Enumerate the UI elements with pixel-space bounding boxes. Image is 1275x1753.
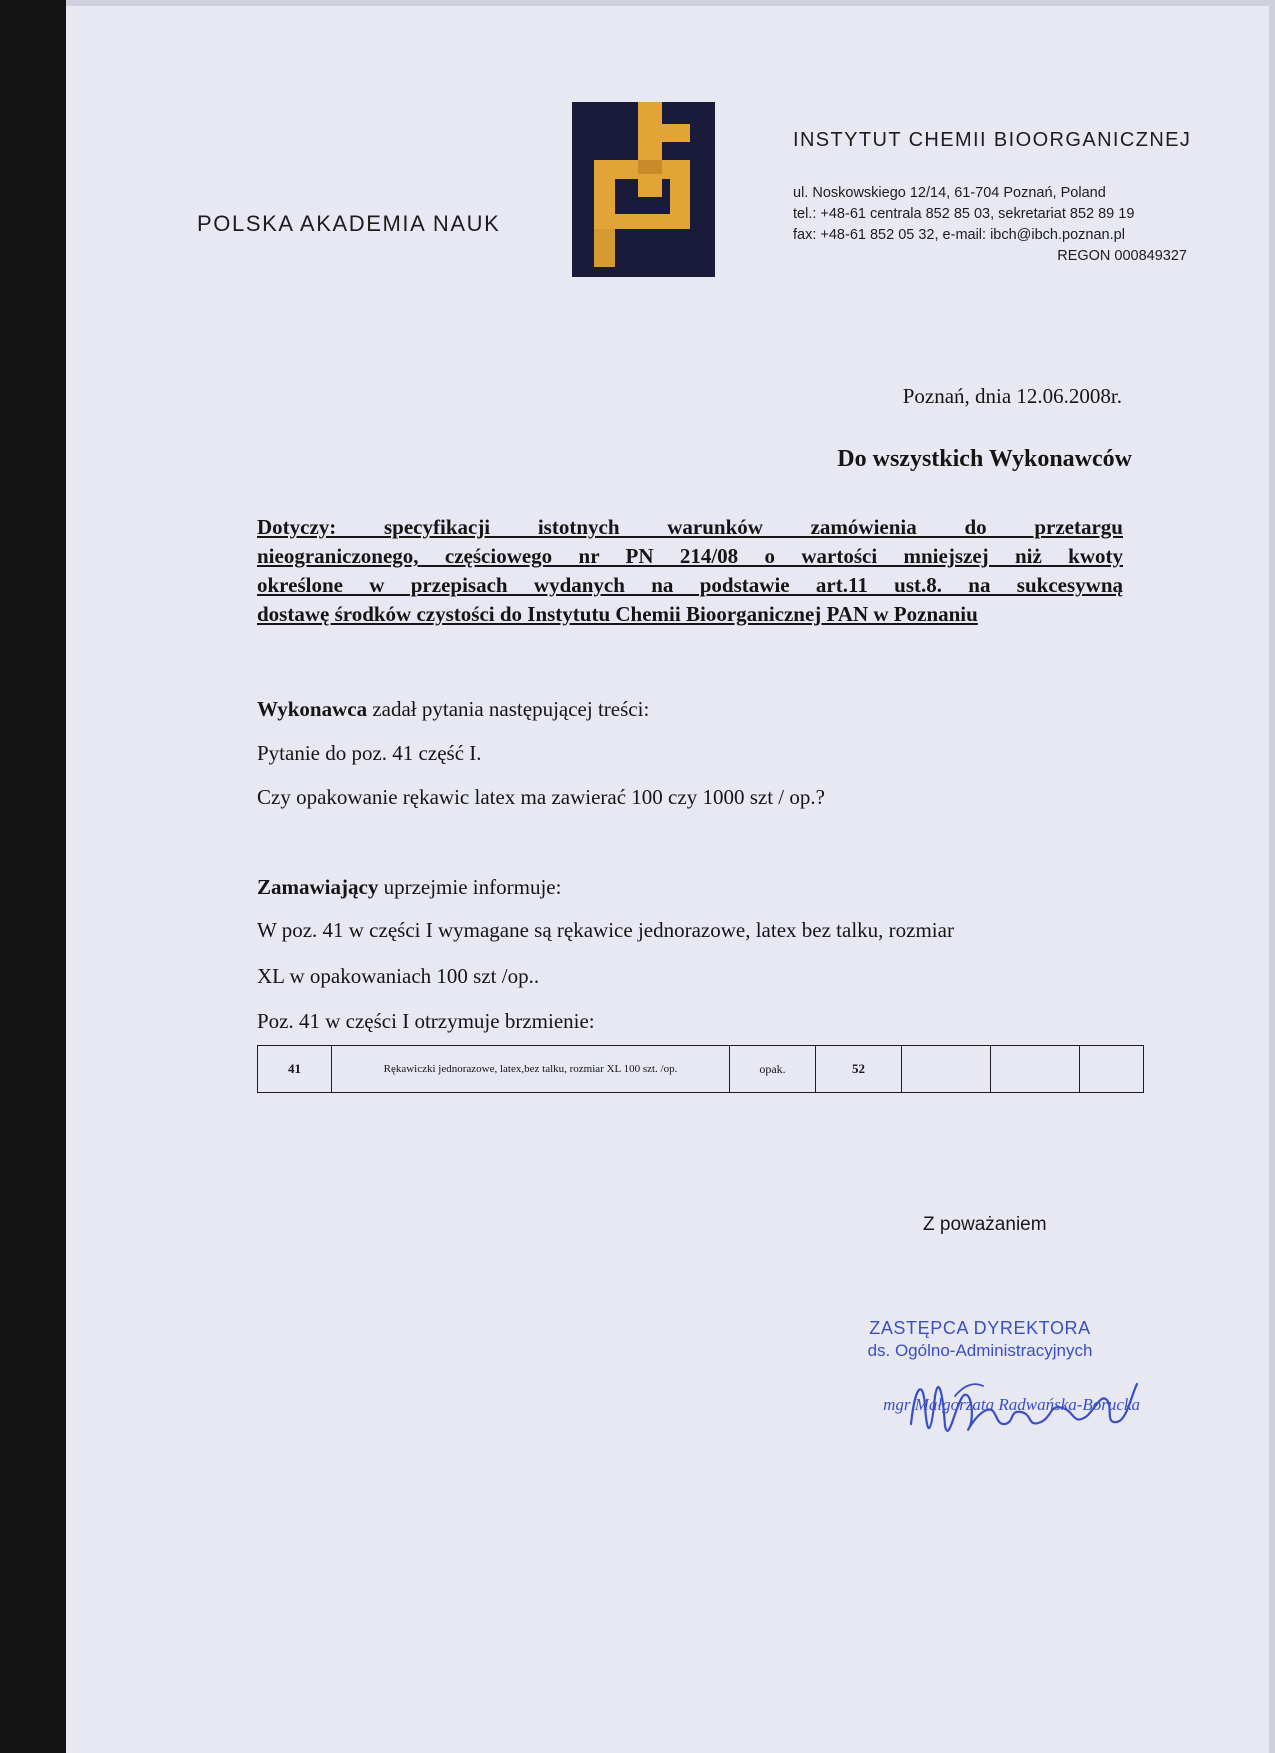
question-reference: Pytanie do poz. 41 część I.: [257, 741, 482, 765]
answer-line: Poz. 41 w części I otrzymuje brzmienie:: [257, 1009, 595, 1033]
scan-right-edge: [1269, 0, 1275, 1753]
letter-date: Poznań, dnia 12.06.2008r.: [902, 384, 1122, 408]
subject-line: dostawę środków czystości do Instytutu Chemii Bioorganicznej PAN w Poznaniu: [257, 602, 978, 626]
item-unit-cell: opak.: [730, 1046, 816, 1093]
answer-intro: [257, 875, 561, 900]
empty-cell: [1080, 1046, 1144, 1093]
question-intro-rest: zadał pytania następującej treści:: [367, 697, 650, 721]
answer-line: XL w opakowaniach 100 szt /op..: [257, 964, 540, 988]
stamp-name: mgr Małgorzata Radwańska-Borucka: [883, 1395, 1140, 1414]
institute-name: INSTYTUT CHEMII BIOORGANICZNEJ: [793, 129, 1192, 151]
regon-line: REGON 000849327: [1057, 248, 1187, 264]
answer-intro-rest: uprzejmie informuje:: [378, 875, 562, 899]
stamp-subtitle: ds. Ogólno-Administracyjnych: [867, 1341, 1093, 1360]
answer-line: W poz. 41 w części I wymagane są rękawice jednorazowe, latex bez talku, rozmiar: [257, 918, 954, 942]
item-quantity-cell: 52: [816, 1046, 902, 1093]
institute-logo: [572, 102, 715, 277]
subject-block: [257, 513, 1123, 629]
closing-regards: Z poważaniem: [923, 1214, 1047, 1235]
table-row: [258, 1046, 1144, 1093]
scan-top-edge: [66, 0, 1275, 6]
empty-cell: [991, 1046, 1080, 1093]
greeting-heading: Do wszystkich Wykonawców: [837, 446, 1132, 472]
academy-name: POLSKA AKADEMIA NAUK: [197, 211, 501, 236]
contact-block: [793, 183, 1187, 267]
handwritten-signature: [905, 1366, 1145, 1456]
subject-line: nieograniczonego, częściowego nr PN 214/08 o wartości mniejszej niż kwoty: [257, 544, 1123, 568]
stamp-title: ZASTĘPCA DYREKTORA: [869, 1318, 1091, 1338]
question-intro: [257, 697, 649, 722]
item-description-cell: Rękawiczki jednorazowe, latex,bez talku, rozmiar XL 100 szt. /op.: [332, 1046, 730, 1093]
scan-left-edge: [0, 0, 66, 1753]
item-table: [257, 1045, 1144, 1093]
item-number-cell: 41: [258, 1046, 332, 1093]
fax-email-line: fax: +48-61 852 05 32, e-mail: ibch@ibch.poznan.pl: [793, 227, 1125, 243]
subject-line: określone w przepisach wydanych na podstawie art.11 ust.8. na sukcesywną: [257, 573, 1123, 597]
subject-line: Dotyczy: specyfikacji istotnych warunków zamówienia do przetargu: [257, 515, 1123, 539]
phone-line: tel.: +48-61 centrala 852 85 03, sekretariat 852 89 19: [793, 206, 1135, 222]
question-intro-bold: Wykonawca: [257, 697, 368, 721]
answer-intro-bold: Zamawiający: [257, 875, 379, 899]
question-text: Czy opakowanie rękawic latex ma zawierać 100 czy 1000 szt / op.?: [257, 785, 825, 809]
empty-cell: [902, 1046, 991, 1093]
address-line: ul. Noskowskiego 12/14, 61-704 Poznań, Poland: [793, 185, 1106, 201]
